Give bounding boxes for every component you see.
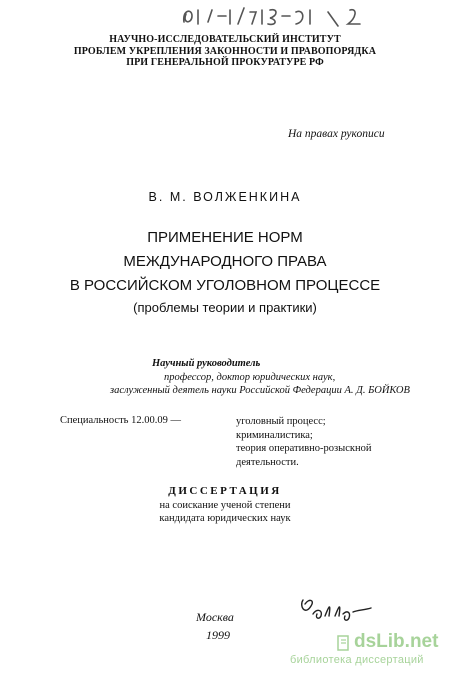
supervisor-title: заслуженный деятель науки Российской Федерации А. Д. БОЙКОВ bbox=[110, 385, 410, 396]
watermark-brand: dsLib.net bbox=[354, 631, 439, 652]
specialty-label: Специальность 12.00.09 — bbox=[60, 415, 181, 426]
specialty-list bbox=[236, 415, 371, 469]
book-icon bbox=[336, 634, 352, 652]
institution-line: ПРОБЛЕМ УКРЕПЛЕНИЯ ЗАКОННОСТИ И ПРАВОПОРЯДКА bbox=[73, 45, 377, 57]
thesis-title bbox=[0, 226, 450, 298]
supervisor-degree: профессор, доктор юридических наук, bbox=[164, 372, 336, 383]
title-line: В РОССИЙСКОМ УГОЛОВНОМ ПРОЦЕССЕ bbox=[69, 277, 381, 294]
specialty-item: уголовный процесс; bbox=[236, 416, 326, 427]
title-line: МЕЖДУНАРОДНОГО ПРАВА bbox=[123, 253, 327, 270]
year: 1999 bbox=[206, 628, 230, 642]
manuscript-note: На правах рукописи bbox=[288, 128, 385, 140]
dissertation-title: ДИССЕРТАЦИЯ bbox=[168, 485, 282, 497]
supervisor-label: Научный руководитель bbox=[152, 358, 261, 369]
specialty-item: деятельности. bbox=[236, 456, 299, 468]
specialty-item: теория оперативно-розыскной bbox=[236, 443, 372, 454]
author-name: В. М. ВОЛЖЕНКИНА bbox=[148, 190, 302, 204]
institution-line: НАУЧНО-ИССЛЕДОВАТЕЛЬСКИЙ ИНСТИТУТ bbox=[109, 34, 341, 45]
thesis-subtitle: (проблемы теории и практики) bbox=[133, 300, 317, 315]
dissertation-purpose: на соискание ученой степени bbox=[159, 500, 291, 511]
institution-header bbox=[0, 34, 450, 69]
city: Москва bbox=[196, 610, 234, 624]
handwritten-stamp bbox=[178, 2, 388, 30]
dissertation-degree: кандидата юридических наук bbox=[159, 513, 291, 524]
watermark-subtitle: библиотека диссертаций bbox=[290, 654, 424, 666]
title-line: ПРИМЕНЕНИЕ НОРМ bbox=[147, 229, 303, 246]
institution-line: ПРИ ГЕНЕРАЛЬНОЙ ПРОКУРАТУРЕ РФ bbox=[126, 57, 324, 68]
signature bbox=[295, 594, 375, 630]
specialty-item: криминалистика; bbox=[236, 429, 313, 441]
